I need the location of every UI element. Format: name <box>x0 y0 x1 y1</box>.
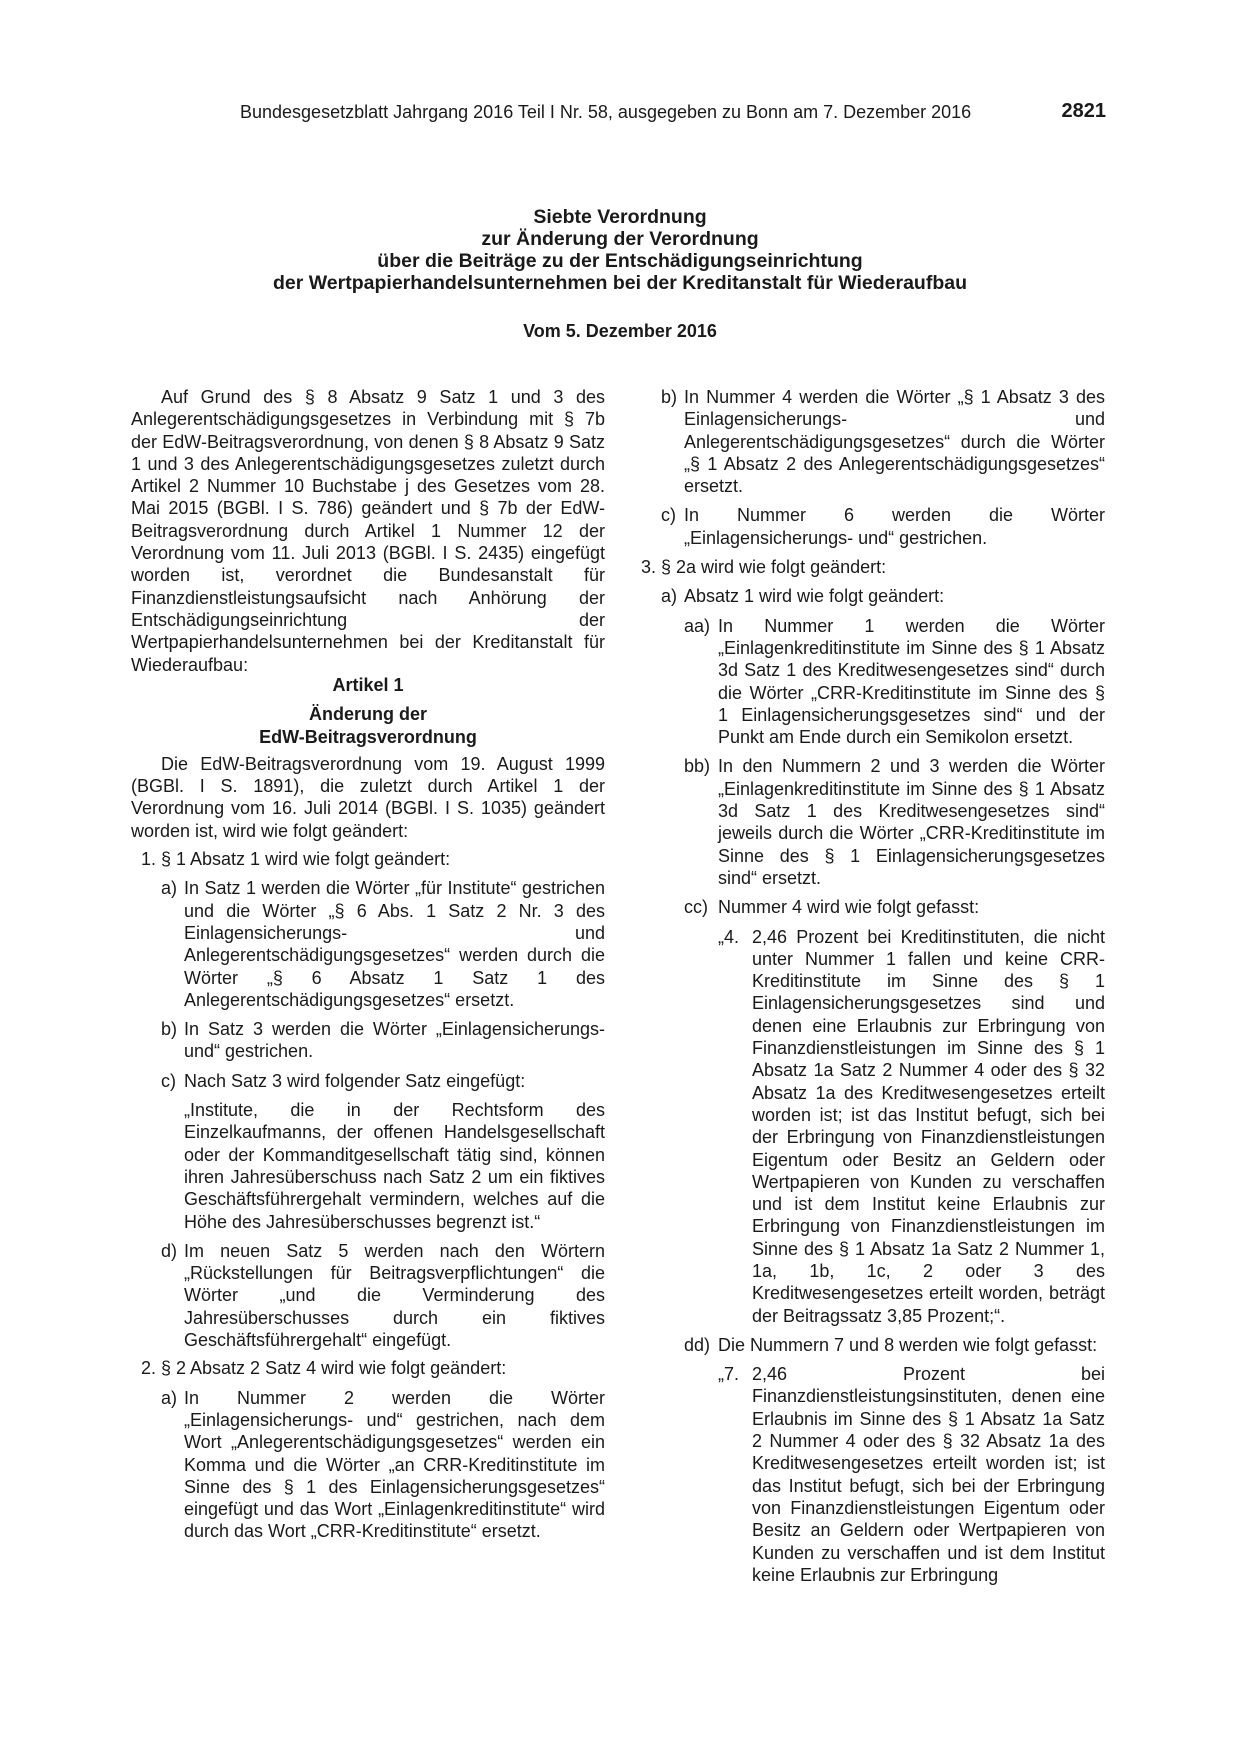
list-item <box>631 755 1105 889</box>
item-text: Im neuen Satz 5 werden nach den Wörtern „Rückstellungen für Beitragsverpflichtungen“ die Wörter „und die Verminderung des Jahresüberschusses durch ein fiktives Geschäftsführergehalt“ eingefügt. <box>184 1240 605 1351</box>
right-column <box>631 386 1105 1586</box>
item-label: 1. <box>141 849 157 870</box>
item-text: Nummer 4 wird wie folgt gefasst: <box>718 897 980 918</box>
item-label: c) <box>661 505 676 526</box>
page-number: 2821 <box>1061 100 1106 122</box>
item-text: § 1 Absatz 1 wird wie folgt geändert: <box>161 849 451 870</box>
list-item <box>631 504 1105 549</box>
running-header <box>240 100 1106 124</box>
list-item <box>131 1387 605 1543</box>
title-line: zur Änderung der Verordnung <box>481 228 759 250</box>
item-label: cc) <box>684 897 708 918</box>
item-text: Nach Satz 3 wird folgender Satz eingefügt: <box>184 1070 526 1091</box>
item-text: Absatz 1 wird wie folgt geändert: <box>684 586 945 607</box>
list-item <box>131 1240 605 1351</box>
item-text: In Nummer 1 werden die Wörter „Einlagenkreditinstitute im Sinne des § 1 Absatz 3d Satz 1 des Kreditwesengesetzes sind“ durch die Wörter „CRR-Kreditinstitute im Sinne des § 1 Einlagensicherungsgesetzes sind“ und der Punkt am Ende durch ein Semikolon ersetzt. <box>718 615 1105 748</box>
item-text: Die Nummern 7 und 8 werden wie folgt gefasst: <box>718 1334 1098 1355</box>
item-label: b) <box>661 387 678 407</box>
item-label: 3. <box>641 557 657 578</box>
item-text: In Nummer 4 werden die Wörter „§ 1 Absatz 3 des Einlagensicherungs- und Anlegerentschädigungsgesetzes“ durch die Wörter „§ 1 Absatz 2 des Anlegerentschädigungsgesetzes“ ersetzt. <box>684 387 1105 497</box>
item-label: dd) <box>684 1334 711 1355</box>
quoted-list-item <box>631 1363 1105 1586</box>
document-title <box>120 206 1120 294</box>
list-item <box>131 1018 605 1063</box>
list-item <box>631 585 1105 607</box>
item-label: aa) <box>684 615 711 636</box>
item-text: § 2a wird wie folgt geändert: <box>661 557 887 578</box>
item-label: „7. <box>718 1364 740 1385</box>
list-item <box>631 1334 1105 1356</box>
item-label: a) <box>161 1387 178 1408</box>
document-date: Vom 5. Dezember 2016 <box>523 321 717 341</box>
list-item <box>131 877 605 1011</box>
quoted-list-item <box>631 926 1105 1327</box>
item-text: In den Nummern 2 und 3 werden die Wörter „Einlagenkreditinstitute im Sinne des § 1 Absatz 3d Satz 1 des Kreditwesengesetzes sind“ jeweils durch die Wörter „CRR-Kreditinstitute im Sinne des § 1 Einlagensicherungsgesetzes sind“ ersetzt. <box>718 756 1105 888</box>
running-header-text: Bundesgesetzblatt Jahrgang 2016 Teil I Nr. 58, ausgegeben zu Bonn am 7. Dezember 2016 <box>240 102 972 122</box>
article-heading: Artikel 1 <box>332 675 404 695</box>
item-label: c) <box>161 1070 176 1091</box>
list-item <box>131 848 605 870</box>
item-text: § 2 Absatz 2 Satz 4 wird wie folgt geändert: <box>161 1358 507 1379</box>
article-subheading: EdW-Beitragsverordnung <box>259 726 477 747</box>
item-text: In Satz 3 werden die Wörter „Einlagensicherungs- und“ gestrichen. <box>184 1019 605 1062</box>
title-line: Siebte Verordnung <box>533 206 707 228</box>
article-subheading: Änderung der <box>308 704 427 725</box>
item-text: In Satz 1 werden die Wörter „für Institute“ gestrichen und die Wörter „§ 6 Abs. 1 Satz 2 Nr. 3 des Einlagensicherungs- und Anlegerentschädigungsgesetzes“ werden durch die Wörter „§ 6 Absatz 1 Satz 1 des Anlegerentschädigungsgesetzes“ ersetzt. <box>184 878 605 1010</box>
list-item <box>131 1357 605 1379</box>
list-item <box>631 896 1105 918</box>
item-label: a) <box>661 586 678 607</box>
item-label: „4. <box>718 926 740 947</box>
item-text: 2,46 Prozent bei Finanzdienstleistungsinstituten, denen eine Erlaubnis im Sinne des § 1 Absatz 1a Satz 2 Nummer 4 oder des § 32 Absatz 1a des Kreditwesengesetzes erteilt worden ist; ist das Institut befugt, sich bei der Erbringung von Finanzdienstleistungen Eigentum oder Besitz an Geldern oder Wertpapieren von Kunden zu verschaffen und ist dem Institut keine Erlaubnis zur Erbringung <box>752 1364 1105 1585</box>
list-item <box>631 386 1105 497</box>
list-item <box>631 556 1105 578</box>
list-item <box>131 1070 605 1092</box>
title-line: über die Beiträge zu der Entschädigungseinrichtung <box>377 250 863 272</box>
item-text: In Nummer 6 werden die Wörter „Einlagensicherungs- und“ gestrichen. <box>684 505 1105 548</box>
item-label: d) <box>161 1240 178 1261</box>
item-label: a) <box>161 878 178 899</box>
article-preamble: Die EdW-Beitragsverordnung vom 19. August 1999 (BGBl. I S. 1891), die zuletzt durch Artikel 1 der Verordnung vom 16. Juli 2014 (BGBl. I S. 1035) geändert worden ist, wird wie folgt geändert: <box>131 753 605 841</box>
item-label: 2. <box>141 1358 157 1379</box>
intro-paragraph: Auf Grund des § 8 Absatz 9 Satz 1 und 3 des Anlegerentschädigungsgesetzes in Verbindung mit § 7b der EdW-Beitragsverordnung, von denen § 8 Absatz 9 Satz 1 und 3 des Anlegerentschädigungsgesetzes zuletzt durch Artikel 2 Nummer 10 Buchstabe j des Gesetzes vom 28. Mai 2015 (BGBl. I S. 786) geändert und § 7b der EdW-Beitragsverordnung durch Artikel 1 Nummer 12 der Verordnung vom 11. Juli 2013 (BGBl. I S. 2435) eingefügt worden ist, verordnet die Bundesanstalt für Finanzdienstleistungsaufsicht nach Anhörung der Entschädigungseinrichtung der Wertpapierhandelsunternehmen bei der Kreditanstalt für Wiederaufbau: <box>131 387 605 675</box>
list-item <box>631 615 1105 749</box>
item-label: b) <box>161 1019 178 1040</box>
left-column <box>131 386 605 1543</box>
item-label: bb) <box>684 756 711 777</box>
title-line: der Wertpapierhandelsunternehmen bei der Kreditanstalt für Wiederaufbau <box>272 272 967 294</box>
quoted-text: „Institute, die in der Rechtsform des Einzelkaufmanns, der offenen Handelsgesellschaft oder der Kommanditgesellschaft tätig sind, können ihren Jahresüberschuss nach Satz 2 um ein fiktives Geschäftsführergehalt vermindern, welches auf die Höhe des Jahresüberschusses begrenzt ist.“ <box>184 1100 605 1232</box>
item-text: In Nummer 2 werden die Wörter „Einlagensicherungs- und“ gestrichen, nach dem Wort „Anlegerentschädigungsgesetzes“ werden ein Komma und die Wörter „an CRR-Kreditinstitute im Sinne des § 1 des Einlagensicherungsgesetzes“ eingefügt und das Wort „Einlagenkreditinstitute“ wird durch das Wort „CRR-Kreditinstitute“ ersetzt. <box>184 1387 605 1542</box>
item-text: 2,46 Prozent bei Kreditinstituten, die nicht unter Nummer 1 fallen und keine CRR-Kreditinstitute im Sinne des § 1 Einlagensicherungsgesetzes sind und denen eine Erlaubnis zur Erbringung von Finanzdienstleistungen im Sinne des § 1 Absatz 1a Satz 2 Nummer 4 oder des § 32 Absatz 1a des Kreditwesengesetzes erteilt worden ist; ist das Institut befugt, sich bei der Erbringung von Finanzdienstleistungen Eigentum oder Besitz an Geldern oder Wertpapieren von Kunden zu verschaffen und ist dem Institut keine Erlaubnis zur Erbringung von Finanzdienstleistungen im Sinne des § 1 Absatz 1a Satz 2 Nummer 1, 1a, 1b, 1c, 2 oder 3 des Kreditwesengesetzes erteilt worden, beträgt der Beitragssatz 3,85 Prozent;“. <box>752 926 1105 1326</box>
